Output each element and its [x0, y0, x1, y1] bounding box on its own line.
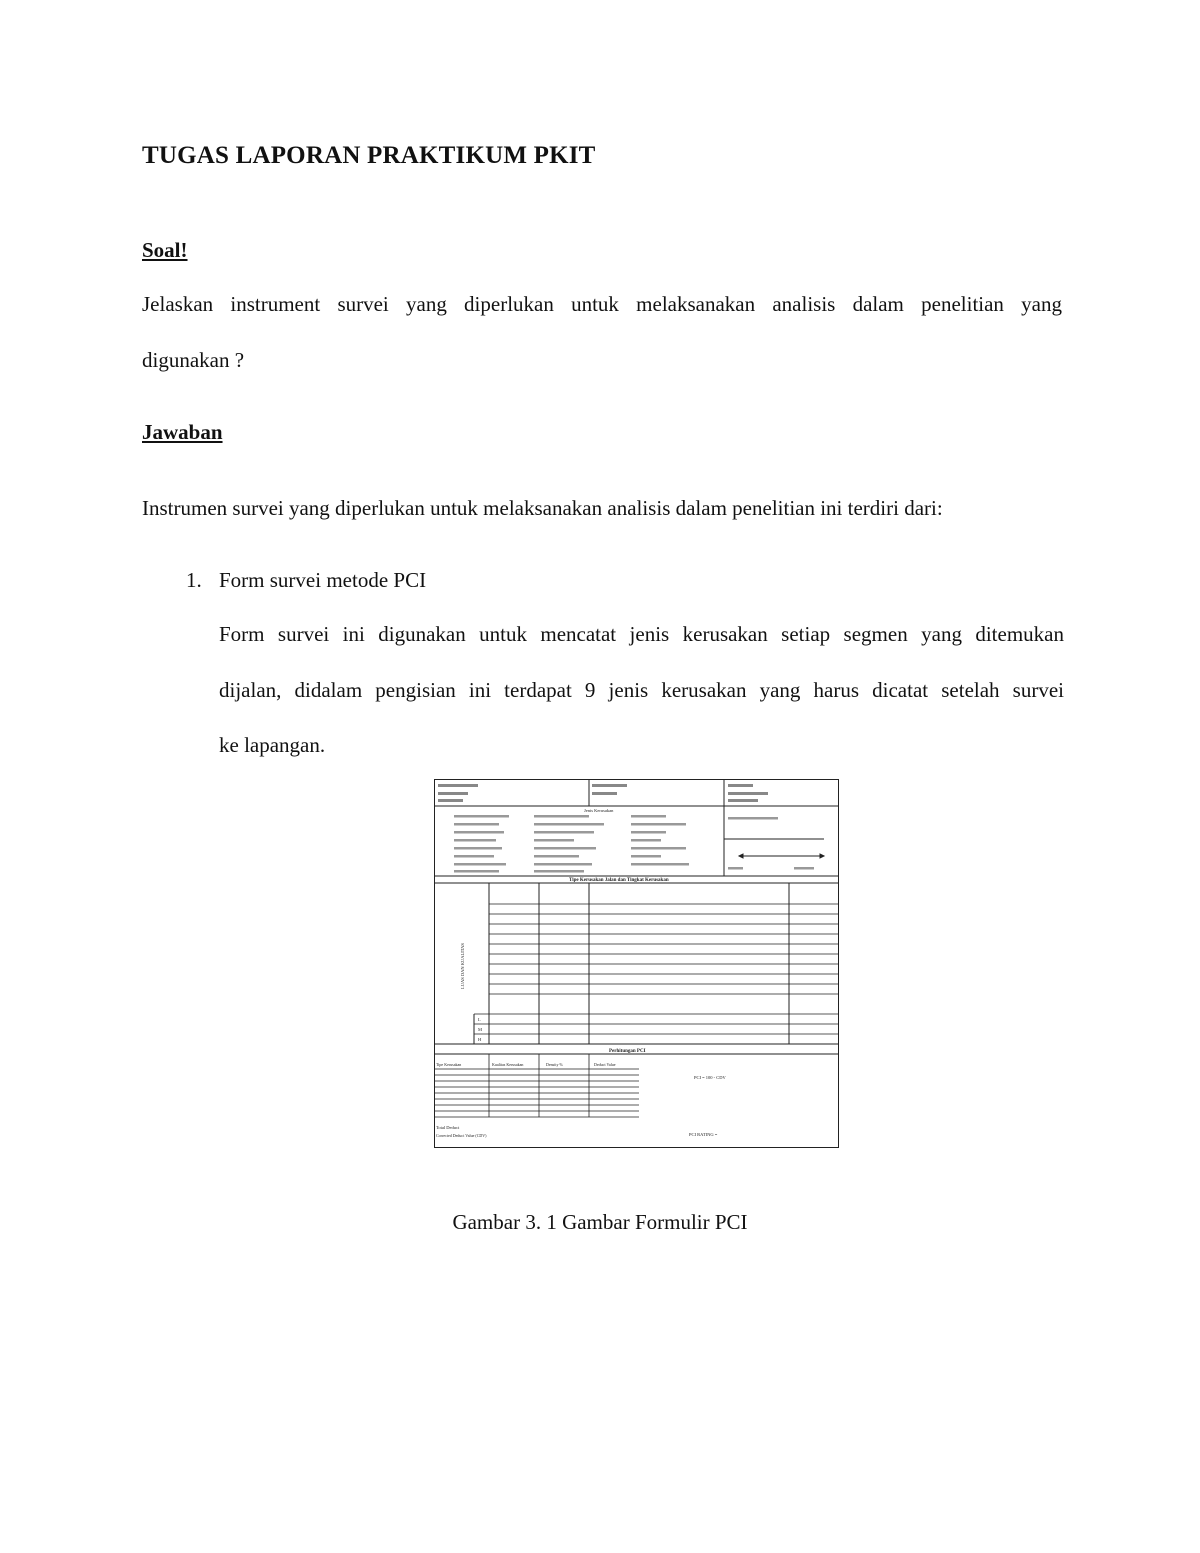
fig-row-l: L [478, 1017, 481, 1022]
fig-table-title: Tipe Kerusakan Jalan dan Tingkat Kerusakan [569, 878, 669, 883]
question-line-1: Jelaskan instrument survei yang diperlukan untuk melaksanakan analisis dalam penelitian yang [142, 292, 1062, 316]
fig-total-deduct: Total Deduct [436, 1125, 460, 1130]
fig-row-m: M [478, 1027, 483, 1032]
list-item-number: 1. [186, 568, 202, 592]
pci-form-figure [434, 779, 839, 1148]
answer-intro: Instrumen survei yang diperlukan untuk melaksanakan analisis dalam penelitian ini terdiri dari: [142, 496, 943, 520]
figure-caption: Gambar 3. 1 Gambar Formulir PCI [452, 1210, 748, 1234]
answer-heading: Jawaban [142, 420, 223, 444]
fig-col-deduct: Deduct Value [594, 1062, 616, 1067]
list-item-desc-line-1: Form survei ini digunakan untuk mencatat jenis kerusakan setiap segmen yang ditemukan [219, 622, 1064, 646]
fig-col-tipe: Tipe Kerusakan [436, 1062, 462, 1067]
question-line-2: digunakan ? [142, 348, 245, 372]
list-item-desc-line-2: dijalan, didalam pengisian ini terdapat 9 jenis kerusakan yang harus dicatat setelah survei [219, 678, 1064, 702]
fig-cdv: Corrected Deduct Value (CDV) [436, 1133, 487, 1138]
list-item-desc-line-3: ke lapangan. [219, 733, 326, 757]
fig-side-label: LUAS DAN KUALITAS [460, 943, 465, 989]
question-heading: Soal! [142, 238, 188, 262]
fig-pci-formula: PCI = 100 - CDV [694, 1075, 726, 1080]
fig-pci-rating: PCI RATING = [689, 1132, 718, 1137]
fig-col-kualitas: Kualitas Kerusakan [492, 1062, 524, 1067]
fig-row-h: H [478, 1037, 482, 1042]
fig-col-density: Density % [546, 1062, 563, 1067]
fig-perhitungan-title: Perhitungan PCI [609, 1049, 646, 1054]
list-item-title: Form survei metode PCI [219, 568, 427, 592]
page-title: TUGAS LAPORAN PRAKTIKUM PKIT [142, 142, 596, 169]
fig-jenis-kerusakan: Jenis Kerusakan [584, 808, 614, 813]
